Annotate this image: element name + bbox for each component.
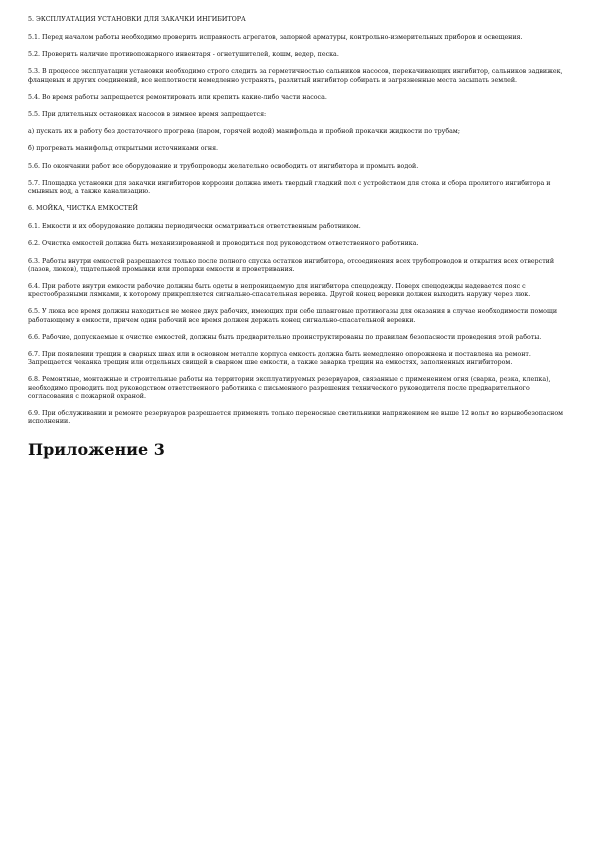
section-6-heading: 6. МОЙКА, ЧИСТКА ЕМКОСТЕЙ xyxy=(28,205,138,213)
section-5-heading: 5. ЭКСПЛУАТАЦИЯ УСТАНОВКИ ДЛЯ ЗАКАЧКИ ИНГИБИТОРА xyxy=(28,16,246,23)
paragraph-5-7: 5.7. Площадка установки для закачки ингибиторов коррозии должна иметь твердый гладкий пол с устройством для стока и сбора пролитого ингибитора и смывных вод, а также канализацию. xyxy=(28,179,551,196)
paragraph-5-2: 5.2. Проверить наличие противопожарного инвентаря - огнетушителей, кошм, ведер, песка. xyxy=(28,51,339,59)
paragraph-5-4: 5.4. Во время работы запрещается ремонтировать или крепить какие-либо части насоса. xyxy=(28,93,327,101)
paragraph-5-3: 5.3. В процессе эксплуатации установки необходимо строго следить за герметичностью сальников насосов, перекачивающих ингибитор, сальников задвижек, фланцевых и других соединений, все неплотности немедленно устранять, разлитый ингибитор собирать и загрязненные места засыпать землей. xyxy=(28,68,563,84)
paragraph-6-1: 6.1. Емкости и их оборудование должны периодически осматриваться ответственным работником. xyxy=(28,223,361,231)
paragraph-6-7: 6.7. При появлении трещин в сварных швах или в основном металле корпуса емкость должна быть немедленно опорожнена и поставлена на ремонт. Запрещается чеканка трещин или отдельных свищей в сварном шве емкости, а также заварка трещин на емкостях, заполненных ингибитором. xyxy=(28,351,531,367)
paragraph-5-5: 5.5. При длительных остановках насосов в зимнее время запрещается: xyxy=(28,111,267,119)
paragraph-6-6: 6.6. Рабочие, допускаемые к очистке емкостей, должны быть предварительно проинструктированы по правилам безопасности проведения этой работы. xyxy=(28,333,542,341)
paragraph-5-5-a: а) пускать их в работу без достаточного прогрева (паром, горячей водой) манифольда и пробной прокачки жидкости по трубам; xyxy=(28,128,460,136)
paragraph-6-5: 6.5. У люка все время должны находиться не менее двух рабочих, имеющих при себе шланговые противогазы для оказания в случае необходимости помощи работающему в емкости, причем один рабочий все время должен держать конец сигнально-спасательной веревки. xyxy=(28,308,558,324)
paragraph-5-6: 5.6. По окончании работ все оборудование и трубопроводы желательно освободить от ингибитора и промыть водой. xyxy=(28,162,419,170)
paragraph-6-9: 6.9. При обслуживании и ремонте резервуаров разрешается применять только переносные светильники напряжением не выше 12 вольт во взрывобезопасном исполнении. xyxy=(28,410,564,426)
paragraph-6-3: 6.3. Работы внутри емкостей разрешаются только после полного спуска остатков ингибитора, отсоединения всех трубопроводов и открытия всех отверстий (лазов, люков), тщательной промывки или пропарки емкости и проветривания. xyxy=(28,257,555,273)
paragraph-6-4: 6.4. При работе внутри емкости рабочие должны быть одеты в непроницаемую для ингибитора спецодежду. Поверх спецодежды надевается пояс с крестообразными лямками, к которому прикрепляется сигнально-спасательная веревка. Другой конец веревки должен выходить наружу через люк. xyxy=(28,283,531,299)
paragraph-6-8: 6.8. Ремонтные, монтажные и строительные работы на территории эксплуатируемых резервуаров, связанные с применением огня (сварка, резка, клепка), необходимо проводить под руководством ответственного работника с письменного разрешения технического руководителя после предварительного согласования с пожарной охраной. xyxy=(28,376,551,400)
appendix-title: Приложение 3 xyxy=(28,440,165,460)
paragraph-5-5-b: б) прогревать манифольд открытыми источниками огня. xyxy=(28,145,219,153)
paragraph-5-1: 5.1. Перед началом работы необходимо проверить исправность агрегатов, запорной арматуры, контрольно-измерительных приборов и освещения. xyxy=(28,34,523,41)
document-page xyxy=(28,16,564,460)
paragraph-6-2: 6.2. Очистка емкостей должна быть механизированной и проводиться под руководством ответственного работника. xyxy=(28,240,419,248)
